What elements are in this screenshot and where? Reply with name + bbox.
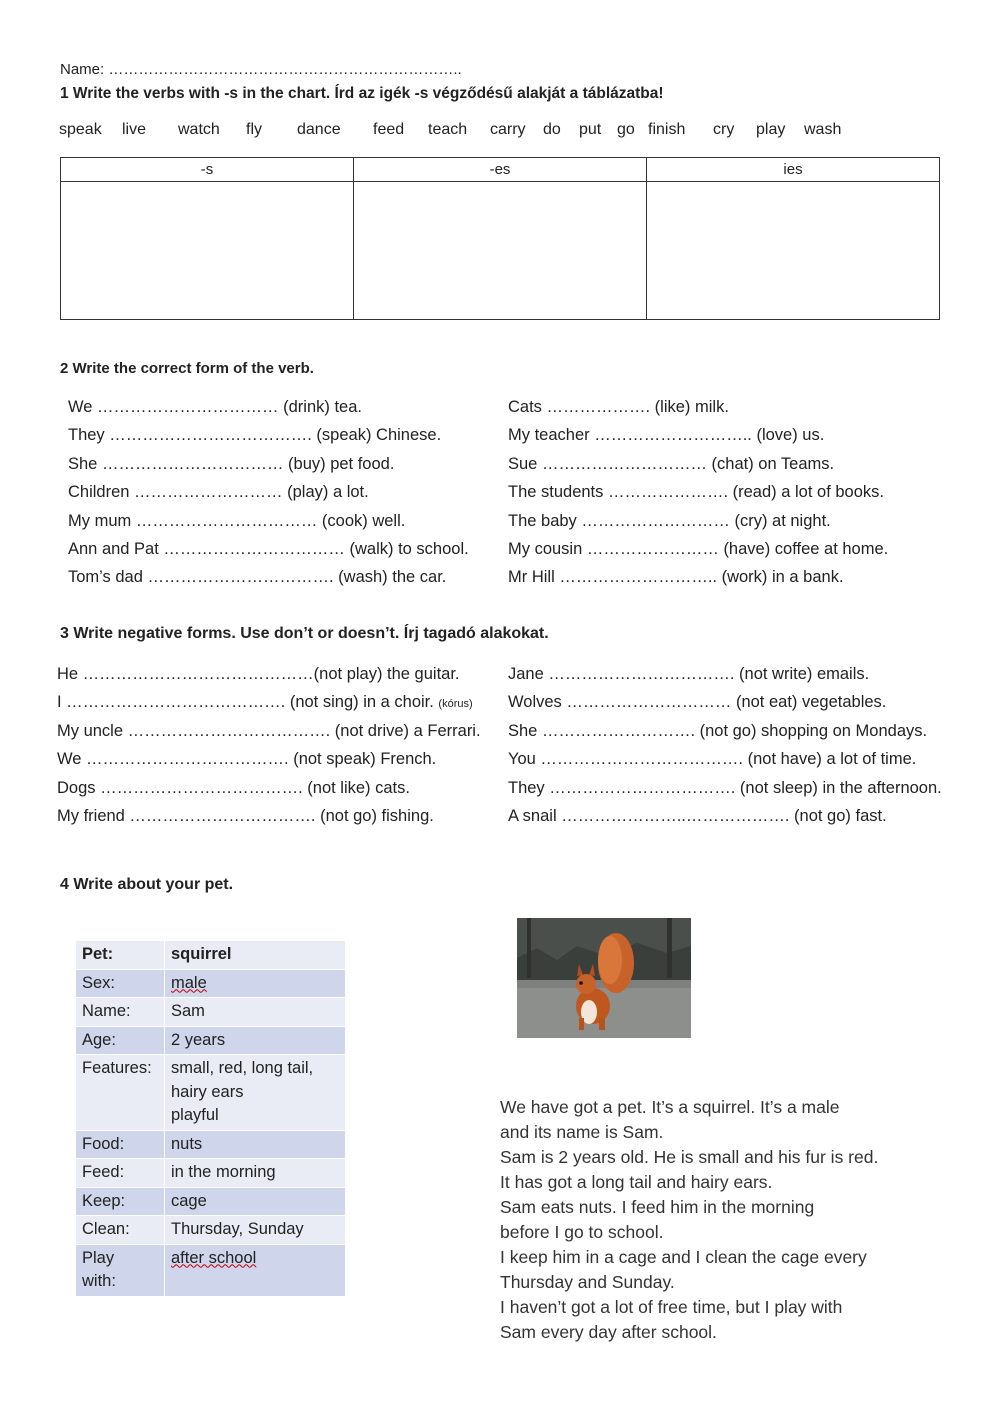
pet-info-table xyxy=(75,940,346,1297)
exercise-2-item[interactable]: Cats ………………. (like) milk. xyxy=(508,398,729,416)
verb-item: teach xyxy=(428,121,468,138)
pet-table-key: Pet: xyxy=(76,941,165,970)
pet-table-key: Sex: xyxy=(76,969,165,998)
pet-table-key: Name: xyxy=(76,998,165,1027)
exercise-3-item[interactable]: My uncle ………………………………. (not drive) a Ferrari. xyxy=(57,721,481,740)
exercise-3-right-column xyxy=(508,660,942,830)
exercise-2-item[interactable]: Tom’s dad ……………………………. (wash) the car. xyxy=(68,568,447,587)
exercise-3-item[interactable]: We ………………………………. (not speak) French. xyxy=(57,750,437,769)
exercise-2-item[interactable]: The students …………………. (read) a lot of books. xyxy=(508,483,884,502)
chart-cell-s[interactable] xyxy=(61,182,354,320)
pet-sex-value: male xyxy=(171,973,207,992)
pet-table-key: Features: xyxy=(76,1055,165,1131)
pet-table-value xyxy=(165,969,346,998)
paragraph-line: and its name is Sam. xyxy=(500,1122,664,1142)
pet-table-value: cage xyxy=(165,1187,346,1216)
exercise-2-item[interactable]: She …………………………… (buy) pet food. xyxy=(68,454,395,473)
exercise-2-item[interactable]: Mr Hill ……………………….. (work) in a bank. xyxy=(508,568,844,587)
exercise-2-left-column xyxy=(68,393,469,592)
verb-item: dance xyxy=(297,121,341,138)
exercise-3-item[interactable]: Wolves ………………………… (not eat) vegetables. xyxy=(508,693,887,712)
paragraph-line: We have got a pet. It’s a squirrel. It’s a male xyxy=(500,1097,840,1117)
pet-play-value: after school xyxy=(171,1248,257,1267)
name-field-line[interactable]: Name: …………………………………………………………….. xyxy=(60,61,462,78)
feature-line: playful xyxy=(171,1106,219,1124)
paragraph-line: Sam every day after school. xyxy=(500,1322,717,1342)
pet-table-key xyxy=(76,1244,165,1296)
exercise-4-heading: 4 Write about your pet. xyxy=(60,876,234,893)
pet-table-key-line: with: xyxy=(82,1272,116,1290)
paragraph-line: I haven’t got a lot of free time, but I play with xyxy=(500,1297,843,1317)
verb-item: watch xyxy=(178,121,220,138)
exercise-3-item[interactable]: He ……………………………………(not play) the guitar. xyxy=(57,665,460,683)
pet-table-key: Food: xyxy=(76,1130,165,1159)
paragraph-line: It has got a long tail and hairy ears. xyxy=(500,1172,773,1192)
exercise-2-right-column xyxy=(508,393,888,592)
pet-table-key: Age: xyxy=(76,1026,165,1055)
pet-table-key: Clean: xyxy=(76,1216,165,1245)
paragraph-line: Sam is 2 years old. He is small and his fur is red. xyxy=(500,1147,879,1167)
exercise-3-item[interactable]: You ………………………………. (not have) a lot of time. xyxy=(508,750,917,769)
exercise-2-item[interactable]: My teacher ……………………….. (love) us. xyxy=(508,426,825,445)
pet-table-value: in the morning xyxy=(165,1159,346,1188)
paragraph-line: Sam eats nuts. I feed him in the morning xyxy=(500,1197,815,1217)
squirrel-photo xyxy=(517,918,691,1038)
feature-line: small, red, long tail, xyxy=(171,1059,314,1077)
exercise-2-item[interactable]: Children ……………………… (play) a lot. xyxy=(68,483,369,502)
exercise-3-heading: 3 Write negative forms. Use don’t or doesn’t. Írj tagadó alakokat. xyxy=(60,625,549,642)
verb-item: wash xyxy=(804,121,842,138)
paragraph-line: I keep him in a cage and I clean the cage every xyxy=(500,1247,867,1267)
paragraph-line: Thursday and Sunday. xyxy=(500,1272,675,1292)
verb-item: cry xyxy=(713,121,735,138)
verb-ending-chart xyxy=(60,157,940,320)
chart-header-s: -s xyxy=(61,158,354,182)
exercise-2-item[interactable]: Sue ………………………… (chat) on Teams. xyxy=(508,454,835,473)
chart-cell-ies[interactable] xyxy=(647,182,940,320)
verb-item: go xyxy=(617,121,635,138)
exercise-3-item-text: I …………………………………. (not sing) in a choir. xyxy=(57,693,434,712)
choir-note: (kórus) xyxy=(438,698,473,711)
exercise-1-heading: 1 Write the verbs with -s in the chart. Írd az igék -s végződésű alakját a táblázatba! xyxy=(60,85,664,102)
exercise-3-item[interactable] xyxy=(57,688,481,716)
exercise-2-item[interactable]: Ann and Pat …………………………… (walk) to school. xyxy=(68,539,469,558)
exercise-3-item[interactable]: My friend ……………………………. (not go) fishing. xyxy=(57,806,434,825)
exercise-3-item[interactable]: Dogs ………………………………. (not like) cats. xyxy=(57,778,410,797)
exercise-2-item[interactable]: The baby ……………………… (cry) at night. xyxy=(508,511,831,530)
pet-description-paragraph xyxy=(500,1095,878,1345)
squirrel-illustration xyxy=(517,918,691,1038)
verb-item: fly xyxy=(246,121,262,138)
exercise-2-item[interactable]: They ………………………………. (speak) Chinese. xyxy=(68,426,442,445)
exercise-2-item[interactable]: My mum …………………………… (cook) well. xyxy=(68,511,406,530)
pet-table-value xyxy=(165,1244,346,1296)
chart-cell-es[interactable] xyxy=(354,182,647,320)
verb-item: play xyxy=(756,121,786,138)
verb-item: do xyxy=(543,121,561,138)
exercise-3-left-column xyxy=(57,660,481,830)
pet-table-value: 2 years xyxy=(165,1026,346,1055)
pet-table-value: Sam xyxy=(165,998,346,1027)
verb-item: speak xyxy=(59,121,102,138)
exercise-3-item[interactable]: She ………………………. (not go) shopping on Mondays. xyxy=(508,721,928,740)
exercise-3-item[interactable]: They ……………………………. (not sleep) in the afternoon. xyxy=(508,778,942,797)
exercise-2-item[interactable]: We …………………………… (drink) tea. xyxy=(68,398,362,416)
exercise-3-item[interactable]: A snail …………………..………………. (not go) fast. xyxy=(508,806,887,825)
exercise-3-item[interactable]: Jane ……………………………. (not write) emails. xyxy=(508,665,870,683)
verb-item: feed xyxy=(373,121,405,138)
chart-header-ies: ies xyxy=(647,158,940,182)
verb-item: finish xyxy=(648,121,686,138)
paragraph-line: before I go to school. xyxy=(500,1222,664,1242)
chart-header-es: -es xyxy=(354,158,647,182)
exercise-2-heading: 2 Write the correct form of the verb. xyxy=(60,360,314,377)
pet-table-key: Feed: xyxy=(76,1159,165,1188)
pet-table-value xyxy=(165,1055,346,1131)
verb-item: put xyxy=(579,121,602,138)
pet-table-value: Thursday, Sunday xyxy=(165,1216,346,1245)
pet-table-key-line: Play xyxy=(82,1248,115,1267)
feature-line: hairy ears xyxy=(171,1082,244,1101)
pet-table-value: nuts xyxy=(165,1130,346,1159)
exercise-2-item[interactable]: My cousin …………………… (have) coffee at home. xyxy=(508,539,889,558)
verb-item: carry xyxy=(490,121,526,138)
pet-table-key: Keep: xyxy=(76,1187,165,1216)
pet-table-value: squirrel xyxy=(165,941,346,970)
verb-item: live xyxy=(122,121,147,138)
